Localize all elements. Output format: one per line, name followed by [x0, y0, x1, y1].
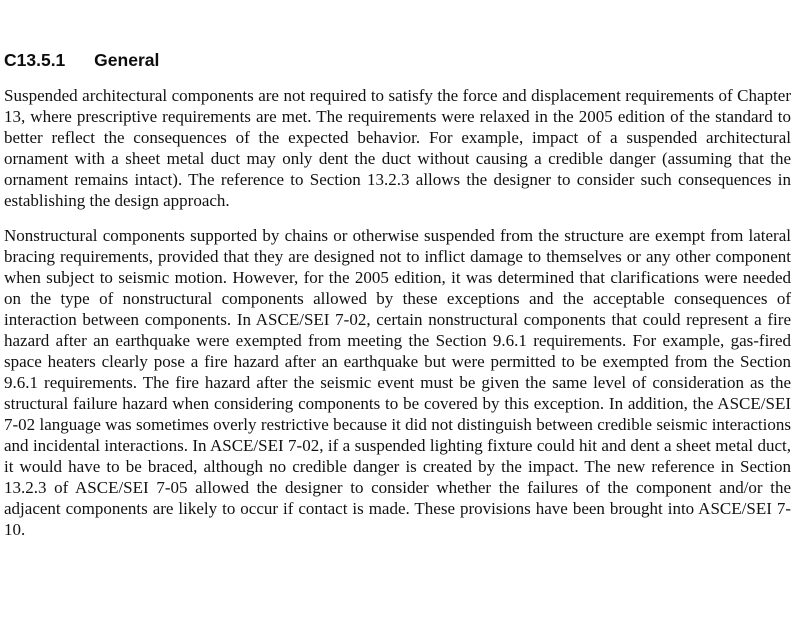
paragraph-nonstructural-components: Nonstructural components supported by chains or otherwise suspended from the structure are exempt from lateral bracing requirements, provided that they are designed not to inflict damage to themselves or any other component when subject to seismic motion. However, for the 2005 edition, it was determined that clarifications were needed on the type of nonstructural components allowed by these exceptions and the acceptable consequences of interaction between components. In ASCE/SEI 7-02, certain nonstructural components that could represent a fire hazard after an earthquake were exempted from meeting the Section 9.6.1 requirements. For example, gas-fired space heaters clearly pose a fire hazard after an earthquake but were permitted to be exempted from the Section 9.6.1 requirements. The fire hazard after the seismic event must be given the same level of consideration as the structural failure hazard when considering components to be covered by this exception. In addition, the ASCE/SEI 7-02 language was sometimes overly restrictive because it did not distinguish between credible seismic interactions and incidental interactions. In ASCE/SEI 7-02, if a suspended lighting fixture could hit and dent a sheet metal duct, it would have to be braced, although no credible danger is created by the impact. The new reference in Section 13.2.3 of ASCE/SEI 7-05 allowed the designer to consider whether the failures of the component and/or the adjacent components are likely to occur if contact is made. These provisions have been brought into ASCE/SEI 7-10. [4, 226, 791, 539]
section-heading [4, 50, 791, 70]
section-title: General [94, 50, 160, 70]
section-number: C13.5.1 [4, 50, 66, 70]
paragraph-suspended-components: Suspended architectural components are not required to satisfy the force and displacement requirements of Chapter 13, where prescriptive requirements are met. The requirements were relaxed in the 2005 edition of the standard to better reflect the consequences of the expected behavior. For example, impact of a suspended architectural ornament with a sheet metal duct may only dent the duct without causing a credible danger (assuming that the ornament remains intact). The reference to Section 13.2.3 allows the designer to consider such consequences in establishing the design approach. [4, 86, 791, 210]
